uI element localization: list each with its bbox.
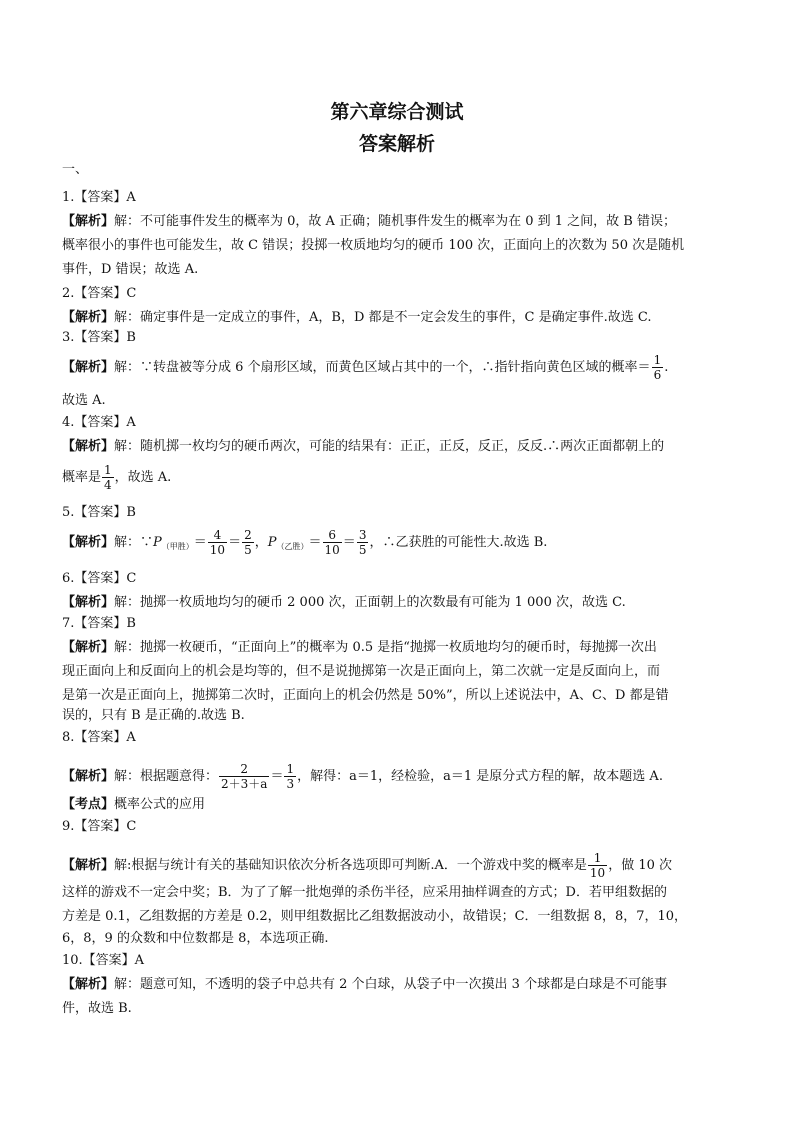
fraction: $\frac{4}{10}$: [209, 528, 226, 557]
page-title: 第六章综合测试: [330, 101, 464, 123]
answer-9-analysis-line-4: 6，8，9 的众数和中位数都是 8，本选项正确.: [62, 931, 329, 946]
answer-3-analysis-line-2: 故选 A.: [62, 393, 106, 408]
answer-8-topic: 【考点】概率公式的应用: [62, 797, 206, 812]
answer-5-key: 5.【答案】B: [62, 505, 136, 520]
answer-9-key: 9.【答案】C: [62, 819, 137, 834]
analysis-label: 【解析】: [62, 310, 115, 325]
answer-1-analysis-line-3: 事件，D 错误；故选 A.: [62, 262, 199, 277]
answer-1-analysis-line-2: 概率很小的事件也可能发生，故 C 错误；投掷一枚质地均匀的硬币 100 次，正面向上的次数为 50 次是随机: [62, 238, 685, 253]
answer-7-analysis-line-1: 【解析】解：抛掷一枚硬币，“正面向上”的概率为 0.5 是指“抛掷一枚质地均匀的硬币时，每抛掷一次出: [62, 640, 657, 655]
answer-3-analysis-line-1: 【解析】解：∵转盘被等分成 6 个扇形区域，而黄色区域占其中的一个，∴指针指向黄色区域的概率＝ $\frac{1}{6}$ .: [62, 353, 669, 382]
answer-9-analysis-line-2: 这样的游戏不一定会中奖；B．为了了解一批炮弹的杀伤半径，应采用抽样调查的方式；D．若甲组数据的: [62, 885, 667, 900]
answer-4-key: 4.【答案】A: [62, 415, 136, 430]
answer-5-analysis-line-1: 【解析】解：$\because P_{(甲胜)}=$ $\frac{4}{10}$ ＝ $\frac{2}{5}$ ，$P_{(乙胜)}=$ $\frac{6}{10}$ ＝ $\frac{3}{5}$ ，∴乙获胜的可能性大.故选 B.: [62, 528, 548, 557]
answer-6-analysis-line-1: 【解析】解：抛掷一枚质地均匀的硬币 2 000 次，正面朝上的次数最有可能为 1 000 次，故选 C.: [62, 595, 626, 610]
answer-7-analysis-line-4: 误的，只有 B 是正确的.故选 B.: [62, 708, 245, 723]
analysis-label: 【解析】: [62, 439, 115, 454]
analysis-label: 【解析】: [62, 535, 115, 550]
fraction: $\frac{1}{10}$: [589, 851, 606, 880]
analysis-label: 【解析】: [62, 214, 115, 229]
answer-10-key: 10.【答案】A: [62, 953, 145, 968]
answer-6-key: 6.【答案】C: [62, 571, 137, 586]
analysis-label: 【解析】: [62, 640, 115, 655]
answer-3-key: 3.【答案】B: [62, 330, 136, 345]
page-subtitle: 答案解析: [358, 133, 435, 155]
fraction: $\frac{3}{5}$: [358, 528, 367, 557]
fraction: $\frac{1}{3}$: [286, 762, 295, 791]
answer-1-analysis-line-1: 【解析】解：不可能事件发生的概率为 0，故 A 正确；随机事件发生的概率为在 0 到 1 之间，故 B 错误；: [62, 214, 676, 229]
answer-7-analysis-line-2: 现正面向上和反面向上的机会是均等的，但不是说抛掷第一次是正面向上，第二次就一定是反面向上，而: [62, 664, 661, 679]
answer-10-analysis-line-2: 件，故选 B.: [62, 1001, 132, 1016]
fraction: $\frac{1}{6}$: [653, 353, 662, 382]
answer-2-key: 2.【答案】C: [62, 286, 137, 301]
answer-7-key: 7.【答案】B: [62, 616, 136, 631]
answer-2-analysis-line-1: 【解析】解：确定事件是一定成立的事件，A，B，D 都是不一定会发生的事件，C 是确定事件.故选 C.: [62, 310, 652, 325]
fraction: $\frac{2}{2+3+a}$: [221, 762, 268, 791]
answer-4-analysis-line-1: 【解析】解：随机掷一枚均匀的硬币两次，可能的结果有：正正，正反，反正，反反.∴两次正面都朝上的: [62, 439, 665, 454]
analysis-label: 【解析】: [62, 360, 115, 375]
topic-label: 【考点】: [62, 797, 115, 812]
answer-8-key: 8.【答案】A: [62, 730, 136, 745]
analysis-label: 【解析】: [62, 595, 115, 610]
fraction: $\frac{6}{10}$: [324, 528, 340, 557]
answer-1-key: 1.【答案】A: [62, 190, 136, 205]
analysis-label: 【解析】: [62, 977, 115, 992]
answer-9-analysis-line-3: 方差是 0.1，乙组数据的方差是 0.2，则甲组数据比乙组数据波动小，故错误；C．一组数据 8，8，7，10，: [62, 909, 688, 924]
answer-10-analysis-line-1: 【解析】解：题意可知，不透明的袋子中总共有 2 个白球，从袋子中一次摸出 3 个球都是白球是不可能事: [62, 977, 668, 992]
answer-8-analysis-line-1: 【解析】解：根据题意得： $\frac{2}{2+3+a}$ ＝ $\frac{1}{3}$ ，解得：a＝1，经检验，a＝1 是原分式方程的解，故本题选 A.: [62, 762, 663, 791]
section-heading: 一、: [62, 162, 89, 177]
answer-7-analysis-line-3: 是第一次是正面向上，抛掷第二次时，正面向上的机会仍然是 50%”，所以上述说法中，A、C、D 都是错: [62, 688, 669, 703]
analysis-label: 【解析】: [62, 769, 115, 784]
fraction: $\frac{1}{4}$: [104, 463, 112, 492]
fraction: $\frac{2}{5}$: [244, 528, 252, 557]
analysis-label: 【解析】: [62, 858, 115, 873]
answer-4-analysis-line-2: 概率是 $\frac{1}{4}$ ，故选 A.: [62, 463, 172, 492]
answer-9-analysis-line-1: 【解析】解:根据与统计有关的基础知识依次分析各选项即可判断.A．一个游戏中奖的概率是 $\frac{1}{10}$ ，做 10 次: [62, 851, 673, 880]
